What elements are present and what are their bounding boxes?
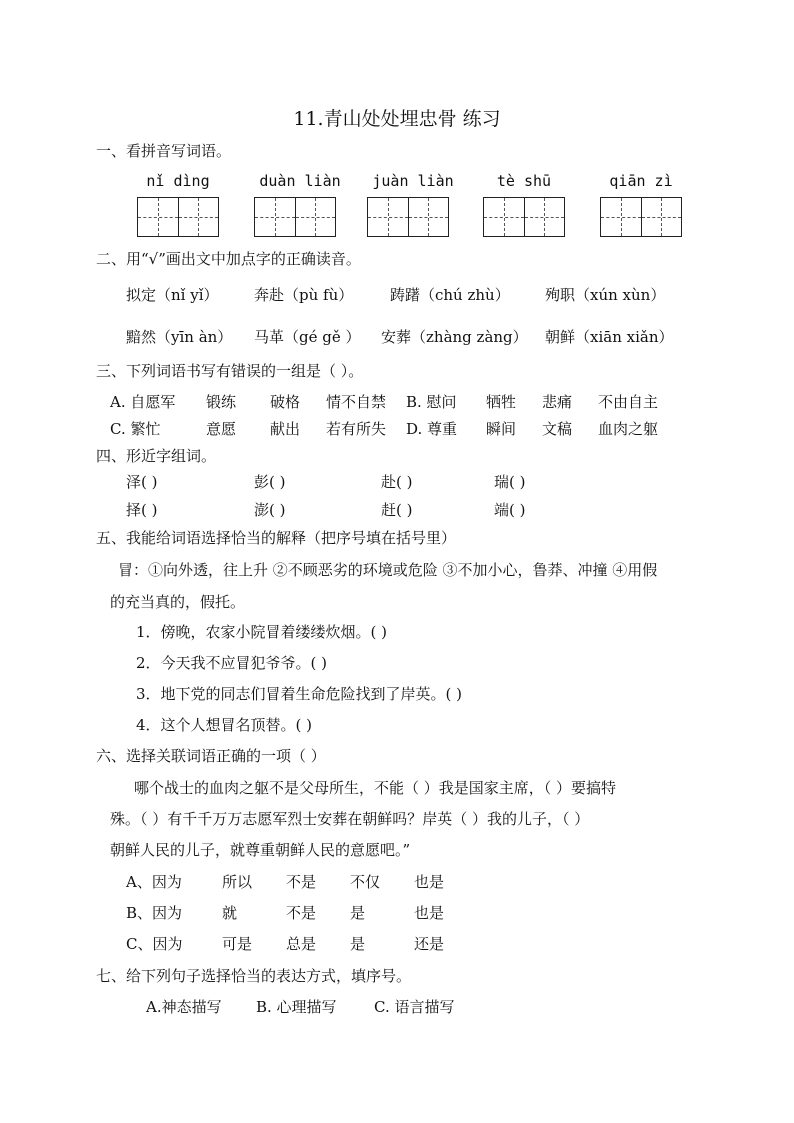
option-word: 情不自禁 <box>326 393 387 411</box>
pinyin-label: juàn liàn <box>372 172 454 190</box>
option-word: 可是 <box>222 935 253 953</box>
option-word: 不仅 <box>350 873 381 891</box>
option-word: 悲痛 <box>542 393 573 411</box>
question-item: 1．傍晚，农家小院冒着缕缕炊烟。( ) <box>136 623 388 641</box>
definition-text: 冒：①向外透，往上升 ②不顾恶劣的环境或危险 ③不加小心，鲁莽、冲撞 ④用假 <box>118 561 658 579</box>
option-word: 锻练 <box>206 393 237 411</box>
paragraph-line: 殊。（ ）有千千万万志愿军烈士安葬在朝鲜吗？岸英（ ）我的儿子，（ ） <box>110 810 590 828</box>
option-word: B. 心理描写 <box>256 998 337 1016</box>
option-word: C、因为 <box>126 935 183 953</box>
option-word: A、因为 <box>126 873 182 891</box>
reading-choice: 踌躇（chú zhù） <box>390 286 510 304</box>
reading-choice: 拟定（nǐ yǐ） <box>126 286 219 304</box>
option-word: 是 <box>350 935 366 953</box>
option-word: 牺牲 <box>486 393 517 411</box>
section-7-heading: 七、给下列句子选择恰当的表达方式，填序号。 <box>96 967 412 985</box>
option-word: 也是 <box>414 904 445 922</box>
question-item: 4．这个人想冒名顶替。( ) <box>136 716 313 734</box>
reading-choice: 殉职（xún xùn） <box>545 286 666 304</box>
option-word: 献出 <box>270 420 301 438</box>
char-blank: 澎( ) <box>254 501 286 519</box>
writing-grid[interactable] <box>483 197 565 237</box>
pinyin-label: qiān zì <box>609 172 673 190</box>
pinyin-label: nǐ dìng <box>146 172 210 190</box>
option-word: 文稿 <box>542 420 573 438</box>
char-blank: 赴( ) <box>381 473 413 491</box>
option-word: 总是 <box>286 935 317 953</box>
reading-choice: 安葬（zhàng zàng） <box>381 328 528 346</box>
option-word: 破格 <box>270 393 301 411</box>
char-blank: 泽( ) <box>126 473 158 491</box>
question-item: 2．今天我不应冒犯爷爷。( ) <box>136 654 328 672</box>
char-blank: 赶( ) <box>381 501 413 519</box>
option-word: 不是 <box>286 904 317 922</box>
option-word: 血肉之躯 <box>598 420 659 438</box>
option-word: 不是 <box>286 873 317 891</box>
paragraph-line: 朝鲜人民的儿子，就尊重朝鲜人民的意愿吧。” <box>110 841 411 859</box>
char-blank: 彭( ) <box>254 473 286 491</box>
reading-choice: 奔赴（pù fù） <box>254 286 354 304</box>
option-word: C. 繁忙 <box>110 420 161 438</box>
section-5-heading: 五、我能给词语选择恰当的解释（把序号填在括号里） <box>96 529 457 547</box>
option-word: 也是 <box>414 873 445 891</box>
writing-grid[interactable] <box>137 197 219 237</box>
reading-choice: 朝鲜（xiān xiǎn） <box>545 328 674 346</box>
option-word: C. 语言描写 <box>374 998 455 1016</box>
section-1-heading: 一、看拼音写词语。 <box>96 142 232 160</box>
definition-text: 的充当真的，假托。 <box>110 593 246 611</box>
writing-grid[interactable] <box>367 197 449 237</box>
pinyin-label: tè shū <box>496 172 552 190</box>
option-word: 若有所失 <box>326 420 387 438</box>
option-word: 就 <box>222 904 238 922</box>
option-word: D. 尊重 <box>406 420 458 438</box>
option-word: 意愿 <box>206 420 237 438</box>
char-blank: 择( ) <box>126 501 158 519</box>
pinyin-label: duàn liàn <box>259 172 341 190</box>
writing-grid[interactable] <box>600 197 682 237</box>
option-word: B、因为 <box>126 904 183 922</box>
paragraph-line: 哪个战士的血肉之躯不是父母所生，不能（ ）我是国家主席，（ ）要搞特 <box>134 779 617 797</box>
option-word: A.神态描写 <box>146 998 222 1016</box>
option-word: 不由自主 <box>598 393 659 411</box>
section-6-heading: 六、选择关联词语正确的一项（ ） <box>96 747 326 765</box>
option-word: 是 <box>350 904 366 922</box>
option-word: 还是 <box>414 935 445 953</box>
section-2-heading: 二、用“√”画出文中加点字的正确读音。 <box>96 250 361 268</box>
writing-grid[interactable] <box>254 197 336 237</box>
section-3-heading: 三、下列词语书写有错误的一组是（ ）。 <box>96 362 364 380</box>
option-word: 所以 <box>222 873 253 891</box>
char-blank: 瑞( ) <box>494 473 526 491</box>
reading-choice: 黯然（yīn àn） <box>126 328 233 346</box>
option-word: A. 自愿军 <box>110 393 176 411</box>
question-item: 3．地下党的同志们冒着生命危险找到了岸英。( ) <box>136 685 463 703</box>
section-4-heading: 四、形近字组词。 <box>96 447 217 465</box>
char-blank: 端( ) <box>494 501 526 519</box>
page-title: 11.青山处处埋忠骨 练习 <box>293 108 501 130</box>
option-word: B. 慰问 <box>406 393 457 411</box>
option-word: 瞬间 <box>486 420 517 438</box>
reading-choice: 马革（gé gě ） <box>254 328 361 346</box>
